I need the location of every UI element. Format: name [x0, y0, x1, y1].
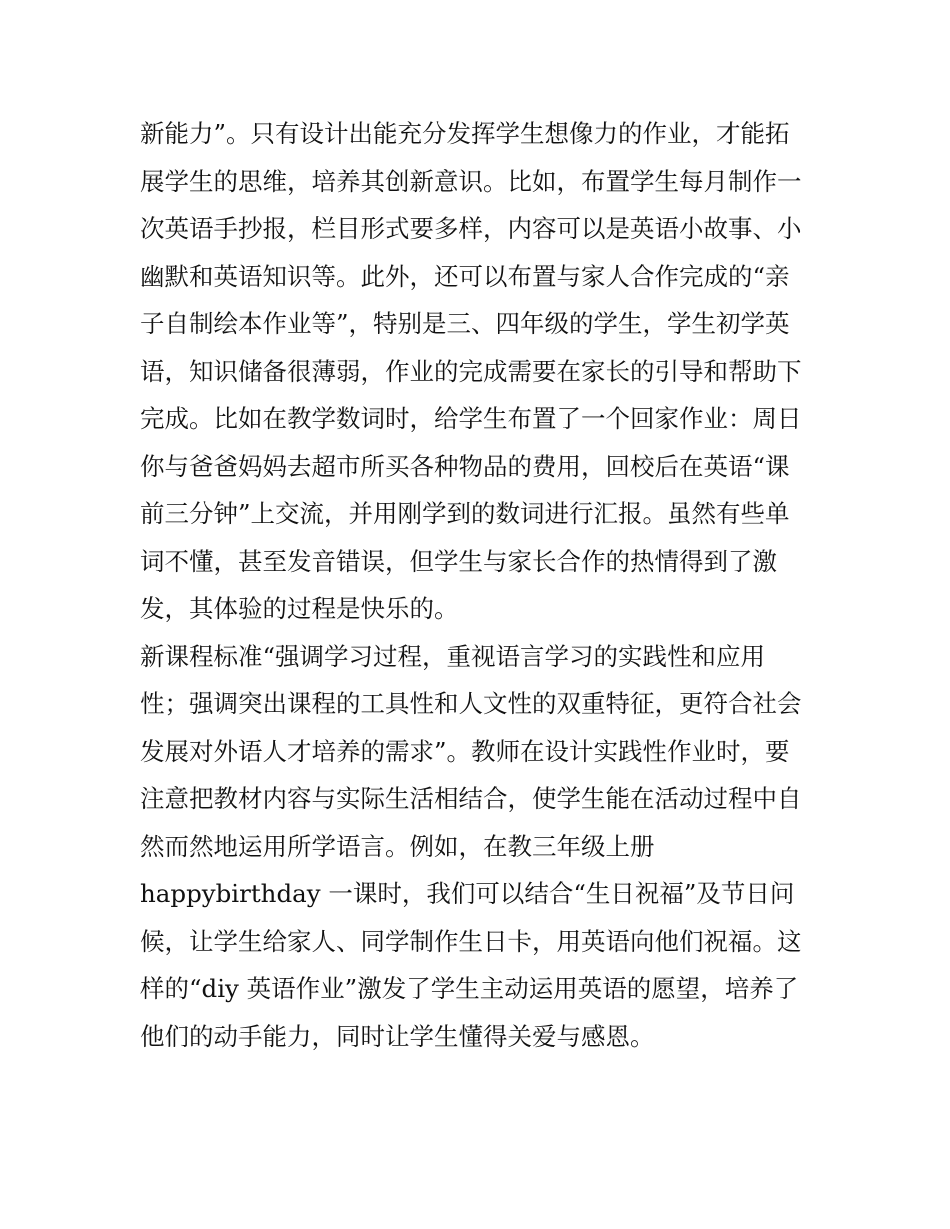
body-text: [140, 110, 820, 1060]
text-line: 完成。比如在教学数词时，给学生布置了一个回家作业：周日: [140, 404, 802, 433]
text-line: 他们的动手能力，同时让学生懂得关爱与感恩。: [140, 1021, 655, 1051]
text-line: 词不懂，甚至发音错误，但学生与家长合作的热情得到了激: [140, 546, 777, 576]
text-line: 性；强调突出课程的工具性和人文性的双重特征，更符合社会: [140, 689, 802, 718]
text-line: 新课程标准“强调学习过程，重视语言学习的实践性和应用: [140, 641, 766, 671]
text-line: happybirthday 一课时，我们可以结合“生日祝福”及节日问: [140, 879, 795, 908]
text-line: 发，其体验的过程是快乐的。: [140, 594, 459, 623]
text-line: 展学生的思维，培养其创新意识。比如，布置学生每月制作一: [140, 166, 802, 196]
text-line: 幽默和英语知识等。此外，还可以布置与家人合作完成的“亲: [140, 261, 790, 291]
text-line: 注意把教材内容与实际生活相结合，使学生能在活动过程中自: [140, 784, 802, 813]
text-line: 前三分钟”上交流，并用刚学到的数词进行汇报。虽然有些单: [140, 499, 790, 528]
text-line: 你与爸爸妈妈去超市所买各种物品的费用，回校后在英语“课: [140, 451, 790, 481]
text-line: 然而然地运用所学语言。例如，在教三年级上册: [140, 831, 655, 861]
text-line: 样的“diy 英语作业”激发了学生主动运用英语的愿望，培养了: [140, 974, 799, 1003]
text-line: 发展对外语人才培养的需求”。教师在设计实践性作业时，要: [140, 736, 790, 766]
text-line: 语，知识储备很薄弱，作业的完成需要在家长的引导和帮助下: [140, 356, 802, 386]
text-line: 候，让学生给家人、同学制作生日卡，用英语向他们祝福。这: [140, 926, 802, 956]
text-line: 次英语手抄报，栏目形式要多样，内容可以是英语小故事、小: [140, 214, 802, 243]
text-line: 子自制绘本作业等”，特别是三、四年级的学生，学生初学英: [140, 309, 790, 338]
text-line: 新能力”。只有设计出能充分发挥学生想像力的作业，才能拓: [140, 119, 790, 148]
